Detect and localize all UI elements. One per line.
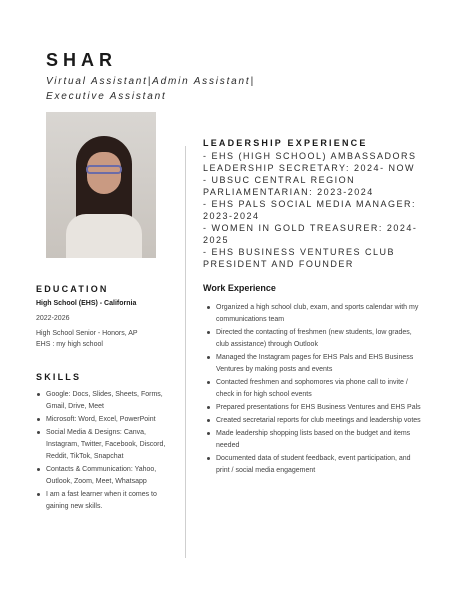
photo-shirt (66, 214, 142, 258)
work-item: Directed the contacting of freshmen (new students, low grades, club assistance) through Outlook (206, 327, 421, 351)
job-titles: Virtual Assistant|Admin Assistant| Executive Assistant (46, 76, 255, 102)
work-item: Prepared presentations for EHS Business Ventures and EHS Pals (206, 402, 421, 414)
resume-name: SHAR (46, 50, 118, 70)
work-item: Contacted freshmen and sophomores via phone call to invite / check in for high school events (206, 377, 421, 401)
skill-item: Microsoft: Word, Excel, PowerPoint (36, 414, 166, 426)
work-item: Managed the Instagram pages for EHS Pals and EHS Business Ventures by making posts and events (206, 352, 421, 376)
education-detail: EHS : my high school (36, 341, 103, 348)
skill-item: Social Media & Designs: Canva, Instagram, Twitter, Facebook, Discord, Reddit, TikTok, Snapchat (36, 427, 166, 463)
leadership-list (203, 150, 423, 270)
work-item: Created secretarial reports for club meetings and leadership votes (206, 415, 421, 427)
education-years: 2022-2026 (36, 315, 70, 322)
education-detail: High School Senior - Honors, AP (36, 330, 138, 337)
leadership-item: - EHS (HIGH SCHOOL) AMBASSADORS LEADERSHIP SECRETARY: 2024- NOW (203, 151, 417, 173)
work-list (206, 302, 421, 478)
leadership-item: - EHS PALS SOCIAL MEDIA MANAGER: 2023-2024 (203, 199, 417, 221)
leadership-item: - UBSUC CENTRAL REGION PARLIAMENTARIAN: 2023-2024 (203, 175, 374, 197)
leadership-item: - WOMEN IN GOLD TREASURER: 2024-2025 (203, 223, 418, 245)
education-school: High School (EHS) - California (36, 300, 137, 307)
education-heading: EDUCATION (36, 284, 109, 294)
photo-glasses (86, 165, 122, 174)
skills-list (36, 389, 166, 514)
profile-photo (46, 112, 156, 258)
skill-item: I am a fast learner when it comes to gaining new skills. (36, 489, 166, 513)
skill-item: Google: Docs, Slides, Sheets, Forms, Gmail, Drive, Meet (36, 389, 166, 413)
work-item: Organized a high school club, exam, and sports calendar with my communications team (206, 302, 421, 326)
work-heading: Work Experience (203, 283, 276, 293)
work-item: Made leadership shopping lists based on the budget and items needed (206, 428, 421, 452)
skill-item: Contacts & Communication: Yahoo, Outlook, Zoom, Meet, Whatsapp (36, 464, 166, 488)
leadership-item: - EHS BUSINESS VENTURES CLUB PRESIDENT AND FOUNDER (203, 247, 396, 269)
leadership-heading: LEADERSHIP EXPERIENCE (203, 138, 368, 148)
education-section (36, 298, 176, 350)
work-item: Documented data of student feedback, event participation, and print / social media engagement (206, 453, 421, 477)
column-divider (185, 146, 186, 558)
skills-heading: SKILLS (36, 372, 82, 382)
